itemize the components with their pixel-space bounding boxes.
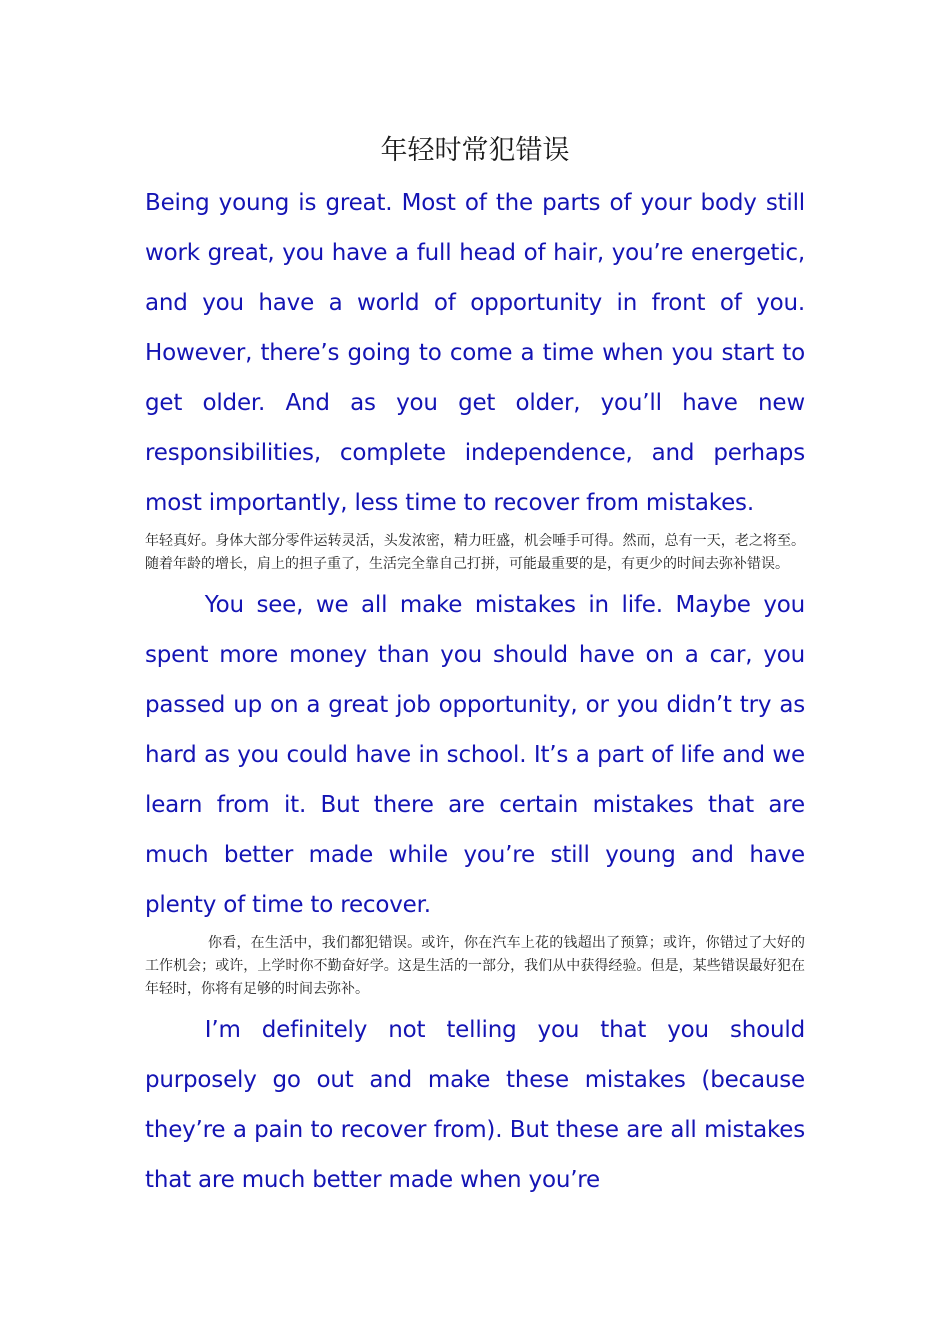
paragraph-1-chinese: 年轻真好。身体大部分零件运转灵活，头发浓密，精力旺盛，机会唾手可得。然而，总有一天，老之将至。随着年龄的增长，肩上的担子重了，生活完全靠自己打拼，可能最重要的是，有更少的时间去弥补错误。 [145,533,805,572]
paragraph-3-english: I’m definitely not telling you that you should purposely go out and make these mistakes (because they’re a pain to recover from). But these are all mistakes that are much better made when you’re [145,1017,805,1193]
document-body [145,128,805,1205]
paragraph-2-english: You see, we all make mistakes in life. Maybe you spent more money than you should have on a car, you passed up on a great job opportunity, or you didn’t try as hard as you could have in school. It’s a part of life and we learn from it. But there are certain mistakes that are much better made while you’re still young and have plenty of time to recover. [145,592,805,918]
document-title: 年轻时常犯错误 [380,135,570,166]
paragraph-2-chinese: 你看，在生活中，我们都犯错误。或许，你在汽车上花的钱超出了预算；或许，你错过了大好的工作机会；或许，上学时你不勤奋好学。这是生活的一部分，我们从中获得经验。但是，某些错误最好犯在年轻时，你将有足够的时间去弥补。 [145,935,805,997]
paragraph-1-english: Being young is great. Most of the parts of your body still work great, you have a full head of hair, you’re energetic, and you have a world of opportunity in front of you. However, there’s going to come a time when you start to get older. And as you get older, you’ll have new responsibilities, complete independence, and perhaps most importantly, less time to recover from mistakes. [145,190,805,516]
